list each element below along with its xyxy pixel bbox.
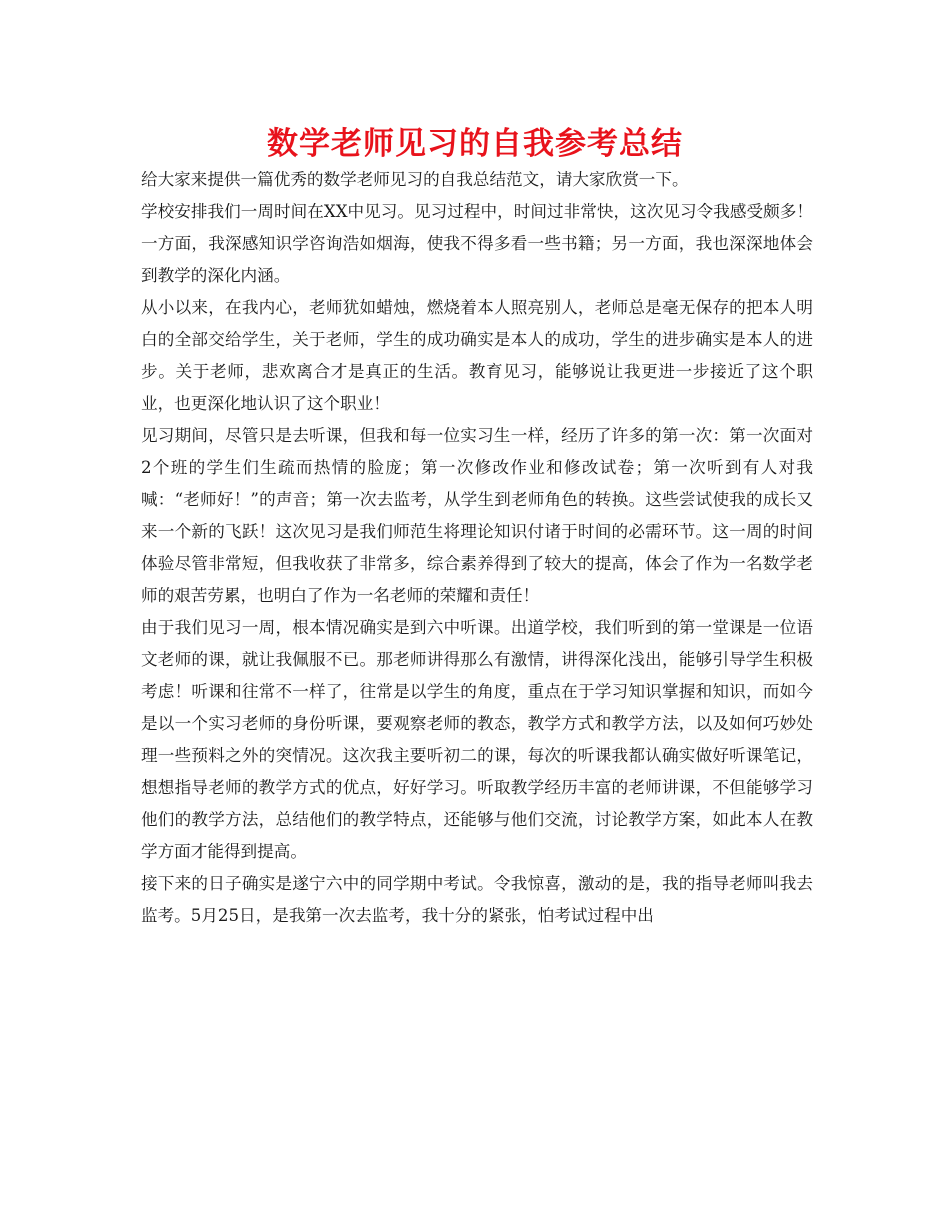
document-body	[141, 164, 813, 932]
paragraph-intro: 给大家来提供一篇优秀的数学老师见习的自我总结范文，请大家欣赏一下。	[141, 170, 689, 189]
paragraph-observation: 由于我们见习一周，根本情况确实是到六中听课。出道学校，我们听到的第一堂课是一位语文老师的课，就让我佩服不已。那老师讲得那么有激情，讲得深化浅出，能够引导学生积极考虑！听课和往常不一样了，往常是以学生的角度，重点在于学习知识掌握和知识，而如今是以一个实习老师的身份听课，要观察老师的教态，教学方式和教学方法，以及如何巧妙处理一些预料之外的突情况。这次我主要听初二的课，每次的听课我都认确实做好听课笔记，想想指导老师的教学方式的优点，好好学习。听取教学经历丰富的老师讲课，不但能够学习他们的教学方法，总结他们的教学特点，还能够与他们交流，讨论教学方案，如此本人在教学方面才能得到提高。	[141, 618, 813, 861]
paragraph-teacher-candle: 从小以来，在我内心，老师犹如蜡烛，燃烧着本人照亮别人，老师总是毫无保存的把本人明白的全部交给学生，关于老师，学生的成功确实是本人的成功，学生的进步确实是本人的进步。关于老师，悲欢离合才是真正的生活。教育见习，能够说让我更进一步接近了这个职业，也更深化地认识了这个职业！	[141, 298, 813, 413]
paragraph-exam-proctor: 接下来的日子确实是遂宁六中的同学期中考试。令我惊喜，激动的是，我的指导老师叫我去监考。5月25日，是我第一次去监考，我十分的紧张，怕考试过程中出	[141, 874, 813, 925]
paragraph-first-times: 见习期间，尽管只是去听课，但我和每一位实习生一样，经历了许多的第一次：第一次面对2个班的学生们生疏而热情的脸庞；第一次修改作业和修改试卷；第一次听到有人对我喊：“老师好！”的声音；第一次去监考，从学生到老师角色的转换。这些尝试使我的成长又来一个新的飞跃！这次见习是我们师范生将理论知识付诸于时间的必需环节。这一周的时间体验尽管非常短，但我收获了非常多，综合素养得到了较大的提高，体会了作为一名数学老师的艰苦劳累，也明白了作为一名老师的荣耀和责任！	[141, 426, 813, 605]
document-title: 数学老师见习的自我参考总结	[267, 126, 683, 162]
paragraph-schedule: 学校安排我们一周时间在XX中见习。见习过程中，时间过非常快，这次见习令我感受颇多！一方面，我深感知识学咨询浩如烟海，使我不得多看一些书籍；另一方面，我也深深地体会到教学的深化内涵。	[141, 202, 813, 285]
